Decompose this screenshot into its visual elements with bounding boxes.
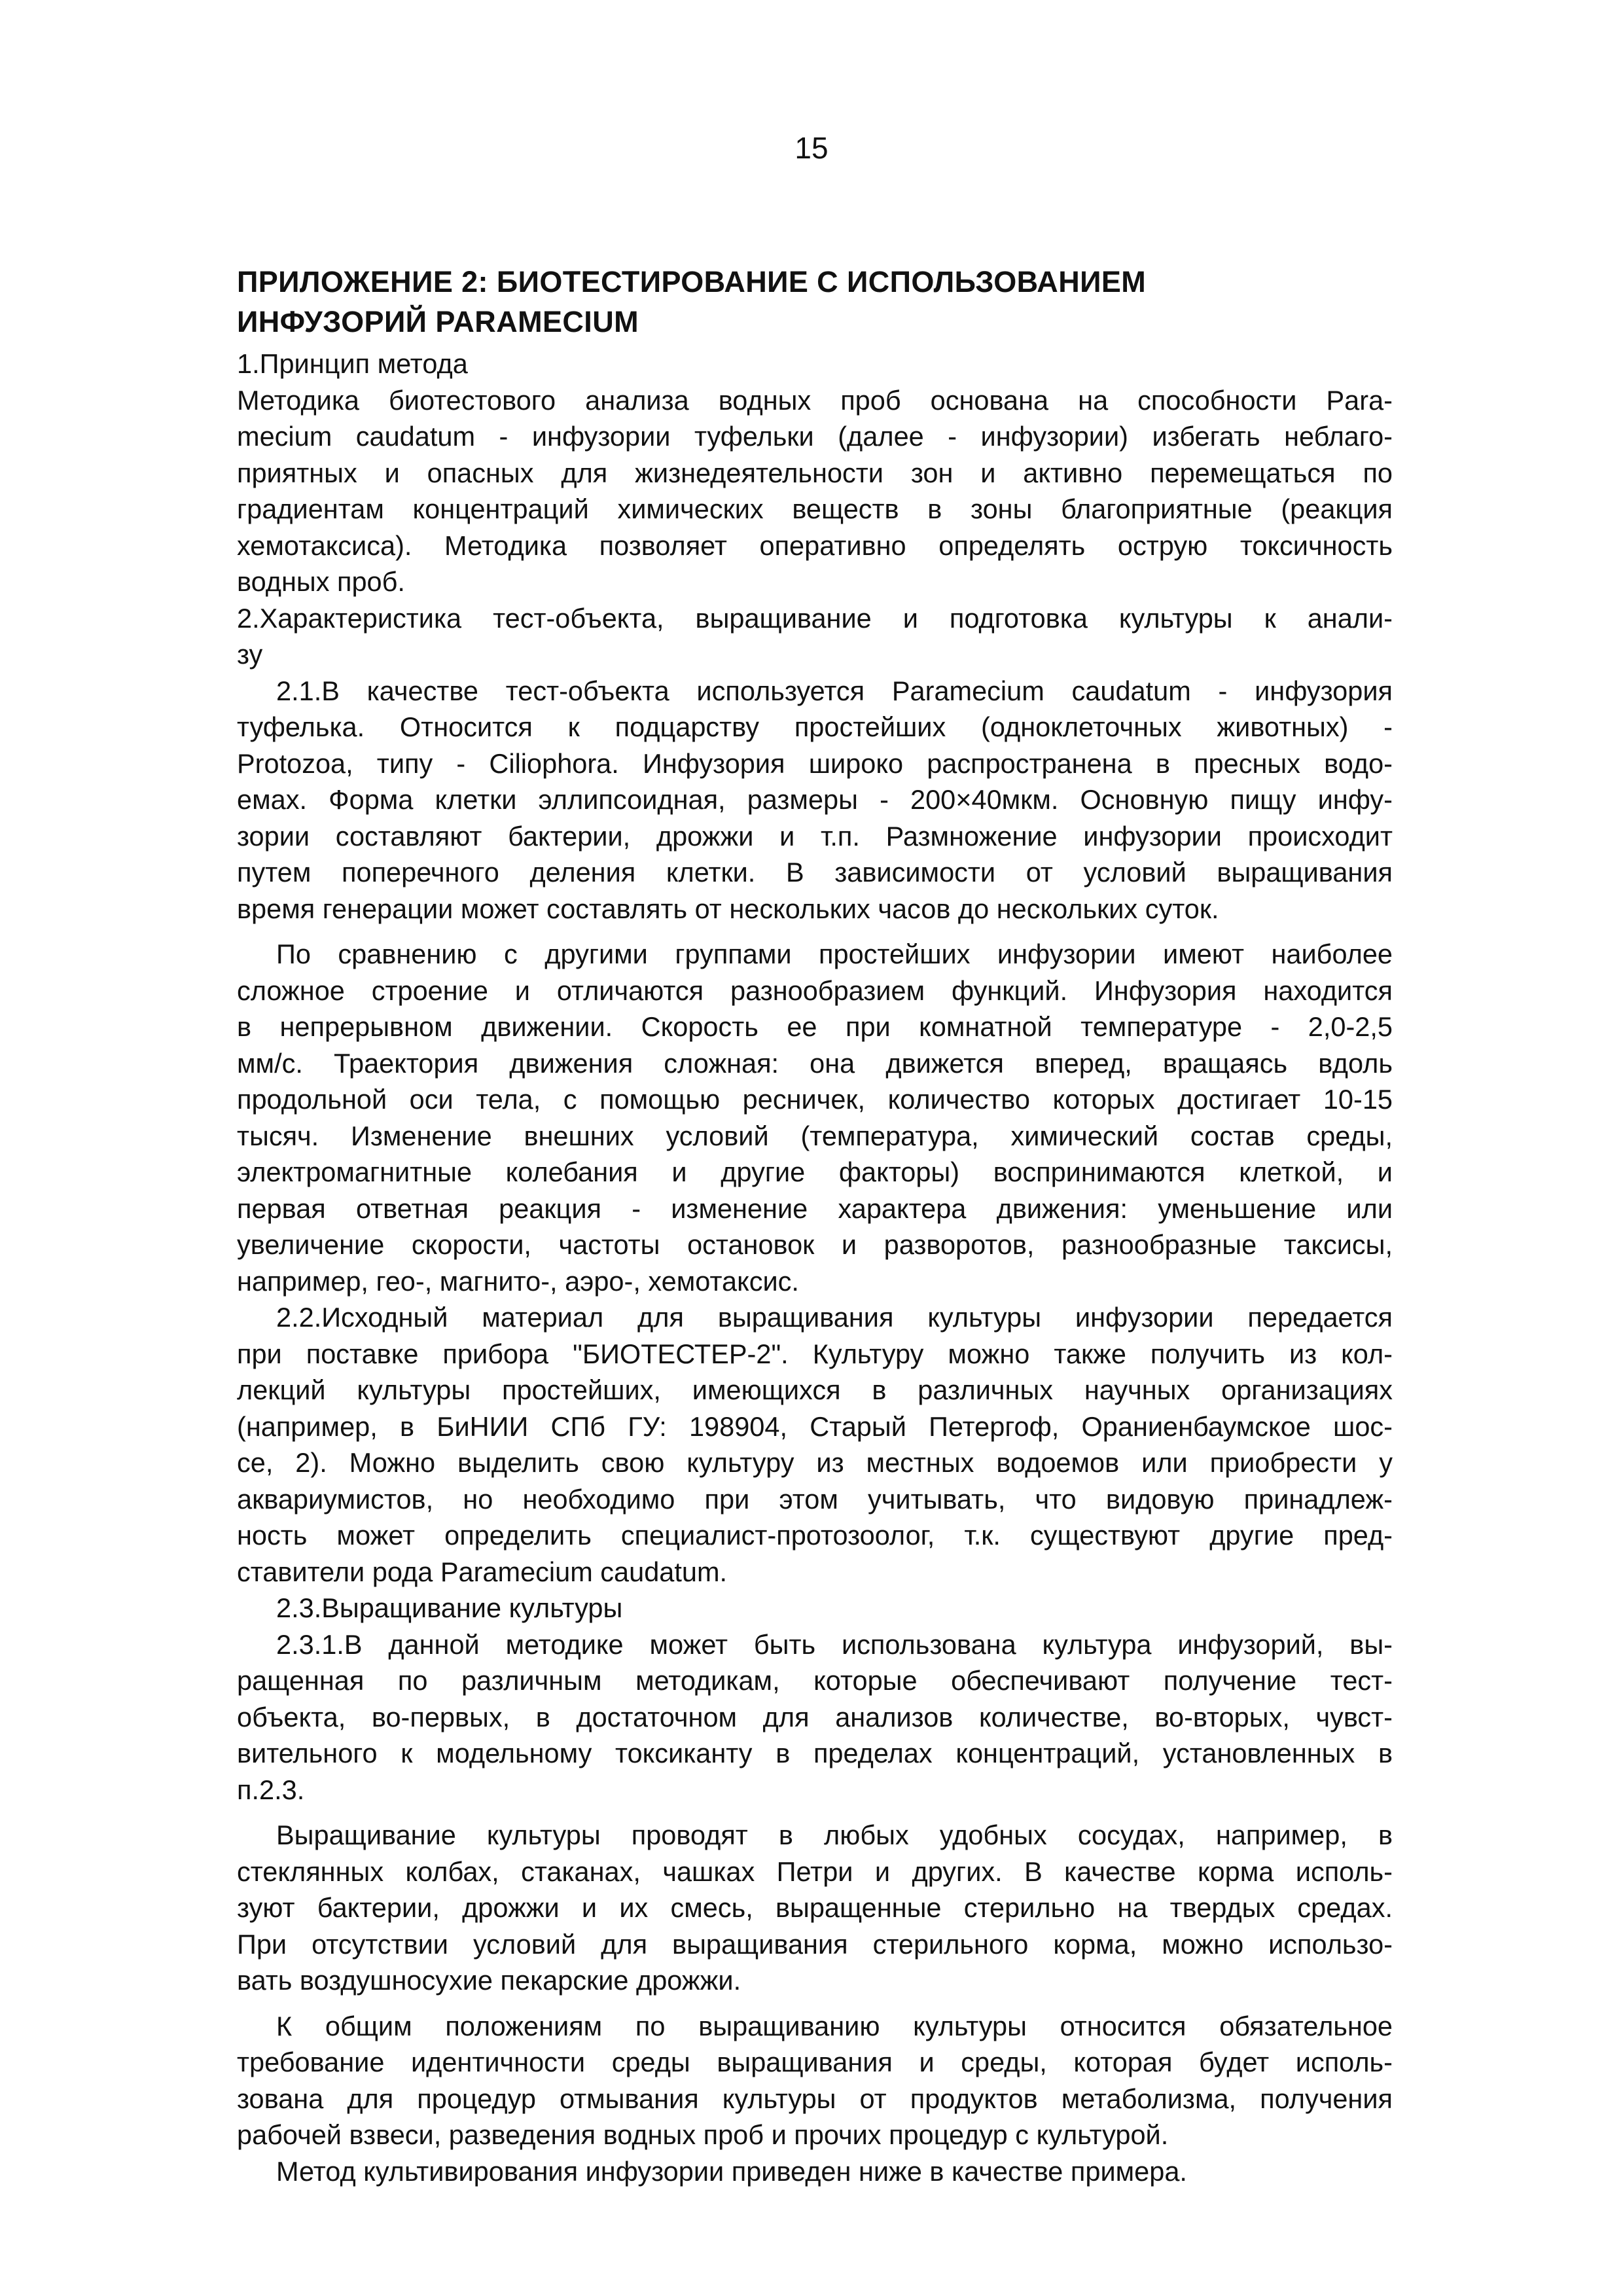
paragraph-gap [237,1999,1393,2008]
text-line: п.2.3. [237,1774,305,1805]
text-line: увеличение скорости, частоты остановок и разворотов, разнообразные таксисы, [237,1229,1393,1260]
text-line: в непрерывном движении. Скорость ее при комнатной температуре - 2,0-2,5 [237,1011,1393,1042]
text-line: вать воздушносухие пекарские дрожжи. [237,1965,741,1996]
text-line: первая ответная реакция - изменение характера движения: уменьшение или [237,1193,1393,1224]
paragraph [237,600,1393,673]
paragraph [237,382,1393,600]
text-line: ность может определить специалист-протозоолог, т.к. существуют другие пред- [237,1520,1393,1551]
text-line: путем поперечного деления клетки. В зависимости от условий выращивания [237,857,1393,888]
paragraph-gap [237,1808,1393,1817]
text-line: градиентам концентраций химических веществ в зоны благоприятные (реакция [237,493,1393,524]
appendix-title-line-1: ПРИЛОЖЕНИЕ 2: БИОТЕСТИРОВАНИЕ С ИСПОЛЬЗОВАНИЕМ [237,265,1147,298]
body-text [237,346,1393,2189]
paragraph [237,346,1393,382]
text-line: При отсутствии условий для выращивания стерильного корма, можно использо- [237,1928,1393,1960]
text-line: зории составляют бактерии, дрожжи и т.п. Размножение инфузории происходит [237,820,1393,852]
text-line: при поставке прибора "БИОТЕСТЕР-2". Культуру можно также получить из кол- [237,1338,1393,1369]
paragraph [237,2153,1393,2190]
text-line: ставители рода Paramecium caudatum. [237,1556,728,1587]
page-content [237,262,1393,2189]
text-line: 2.3.1.В данной методике может быть использована культура инфузорий, вы- [276,1628,1393,1660]
text-line: водных проб. [237,566,405,597]
text-line: требование идентичности среды выращивания и среды, которая будет исполь- [237,2047,1393,2077]
text-line: сложное строение и отличаются разнообразием функций. Инфузория находится [237,975,1393,1006]
paragraph [237,2008,1393,2153]
text-line: 2.Характеристика тест-объекта, выращивание и подготовка культуры к анали- [237,602,1393,634]
text-line: хемотаксиса). Методика позволяет оперативно определять острую токсичность [237,529,1393,561]
text-line: емах. Форма клетки эллипсоидная, размеры - 200×40мкм. Основную пищу инфу- [237,784,1393,815]
text-line: туфелька. Относится к подцарству простейших (одноклеточных животных) - [237,711,1393,742]
text-line: мм/с. Траектория движения сложная: она движется вперед, вращаясь вдоль [237,1047,1393,1079]
text-line: Метод культивирования инфузории приведен ниже в качестве примера. [276,2155,1187,2187]
text-line: К общим положениям по выращиванию культуры относится обязательное [276,2010,1393,2041]
text-line: 2.1.В качестве тест-объекта используется Paramecium caudatum - инфузория [276,675,1393,706]
text-line: вительного к модельному токсиканту в пределах концентраций, установленных в [237,1738,1393,1768]
text-line: зу [237,639,263,670]
page-number: 15 [794,131,829,165]
text-line: mecium caudatum - инфузории туфельки (далее - инфузории) избегать неблаго- [237,421,1393,452]
text-line: тысяч. Изменение внешних условий (температура, химический состав среды, [237,1120,1393,1151]
text-line: се, 2). Можно выделить свою культуру из местных водоемов или приобрести у [237,1447,1393,1478]
text-line: стеклянных колбах, стаканах, чашках Петри и других. В качестве корма исполь- [237,1856,1393,1887]
paragraph [237,1626,1393,1808]
text-line: электромагнитные колебания и другие факторы) воспринимаются клеткой, и [237,1157,1393,1187]
text-line: время генерации может составлять от нескольких часов до нескольких суток. [237,893,1219,924]
text-line: 1.Принцип метода [237,348,468,379]
appendix-title [237,262,1393,342]
text-line: (например, в БиНИИ СПб ГУ: 198904, Старый Петергоф, Ораниенбаумское шос- [237,1410,1393,1442]
text-line: По сравнению с другими группами простейших инфузории имеют наиболее [276,939,1393,969]
text-line: приятных и опасных для жизнедеятельности зон и активно перемещаться по [237,457,1393,488]
text-line: аквариумистов, но необходимо при этом учитывать, что видовую принадлеж- [237,1483,1393,1515]
text-line: Protozoa, типу - Ciliophora. Инфузория широко распространена в пресных водо- [237,747,1393,779]
appendix-title-line-2: ИНФУЗОРИЙ PARAMECIUM [237,305,639,338]
paragraph [237,936,1393,1299]
paragraph [237,1590,1393,1626]
text-line: Методика биотестового анализа водных проб основана на способности Para- [237,384,1393,416]
text-line: 2.3.Выращивание культуры [276,1592,623,1623]
paragraph [237,1299,1393,1590]
text-line: рабочей взвеси, разведения водных проб и прочих процедур с культурой. [237,2119,1169,2150]
paragraph-gap [237,927,1393,936]
text-line: продольной оси тела, с помощью ресничек, количество которых достигает 10-15 [237,1084,1393,1115]
paragraph [237,1817,1393,1999]
text-line: например, гео-, магнито-, аэро-, хемотаксис. [237,1265,799,1297]
text-line: зована для процедур отмывания культуры от продуктов метаболизма, получения [237,2083,1393,2114]
text-line: зуют бактерии, дрожжи и их смесь, выращенные стерильно на твердых средах. [237,1892,1393,1923]
text-line: лекций культуры простейших, имеющихся в различных научных организациях [237,1374,1393,1405]
text-line: Выращивание культуры проводят в любых удобных сосудах, например, в [276,1820,1393,1850]
paragraph [237,673,1393,927]
text-line: 2.2.Исходный материал для выращивания культуры инфузории передается [276,1302,1393,1333]
text-line: ращенная по различным методикам, которые обеспечивают получение тест- [237,1665,1393,1696]
text-line: объекта, во-первых, в достаточном для анализов количестве, во-вторых, чувст- [237,1701,1393,1732]
